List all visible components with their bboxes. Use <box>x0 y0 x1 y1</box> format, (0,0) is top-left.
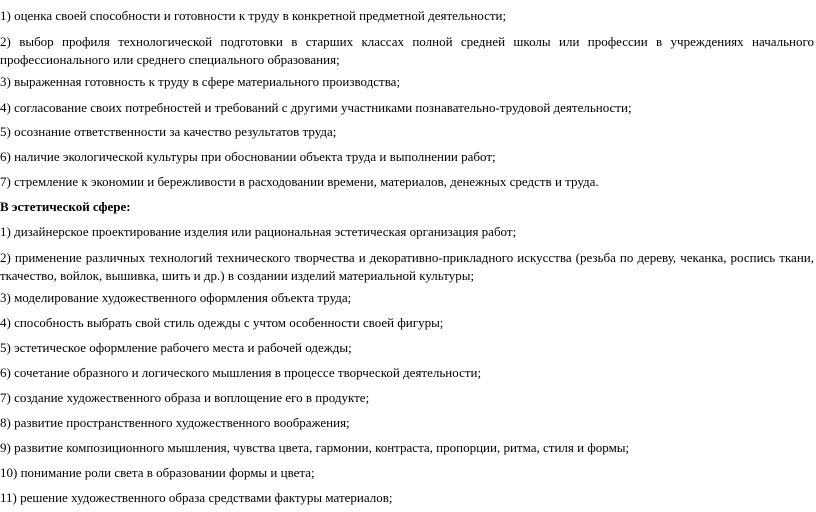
list-item: 7) стремление к экономии и бережливости в расходовании времени, материалов, денежных средств и труда. <box>0 174 599 189</box>
list-item: 3) моделирование художественного оформления объекта труда; <box>0 290 352 305</box>
list-item: 9) развитие композиционного мышления, чувства цвета, гармонии, контраста, пропорции, ритма, стиля и формы; <box>0 440 630 455</box>
section-heading: В эстетической сфере: <box>0 199 131 214</box>
list-item: 2) выбор профиля технологической подготовки в старших классах полной средней школы или профессии в учреждениях начального профессионального или среднего специального образования; <box>0 34 814 67</box>
list-item: 6) сочетание образного и логического мышления в процессе творческой деятельности; <box>0 365 482 380</box>
list-item: 4) способность выбрать свой стиль одежды с учтом особенности своей фигуры; <box>0 315 444 330</box>
list-item: 6) наличие экологической культуры при обосновании объекта труда и выполнении работ; <box>0 149 496 164</box>
list-item: 5) осознание ответственности за качество результатов труда; <box>0 124 337 139</box>
list-item: 5) эстетическое оформление рабочего места и рабочей одежды; <box>0 340 352 355</box>
list-item: 1) дизайнерское проектирование изделия или рациональная эстетическая организация работ; <box>0 224 517 239</box>
list-item: 11) решение художественного образа средствами фактуры материалов; <box>0 490 393 505</box>
list-item: 2) применение различных технологий технического творчества и декоративно-прикладного искусства (резьба по дереву, чеканка, роспись ткани, ткачество, войлок, вышивка, шить и др.) в создании изделий материальной культуры; <box>0 250 814 283</box>
list-item: 7) создание художественного образа и воплощение его в продукте; <box>0 390 370 405</box>
list-item: 3) выраженная готовность к труду в сфере материального производства; <box>0 74 401 89</box>
list-item: 1) оценка своей способности и готовности к труду в конкретной предметной деятельности; <box>0 8 507 23</box>
list-item: 8) развитие пространственного художественного воображения; <box>0 415 350 430</box>
list-item: 4) согласование своих потребностей и требований с другими участниками познавательно-трудовой деятельности; <box>0 100 632 115</box>
list-item: 10) понимание роли света в образовании формы и цвета; <box>0 465 315 480</box>
